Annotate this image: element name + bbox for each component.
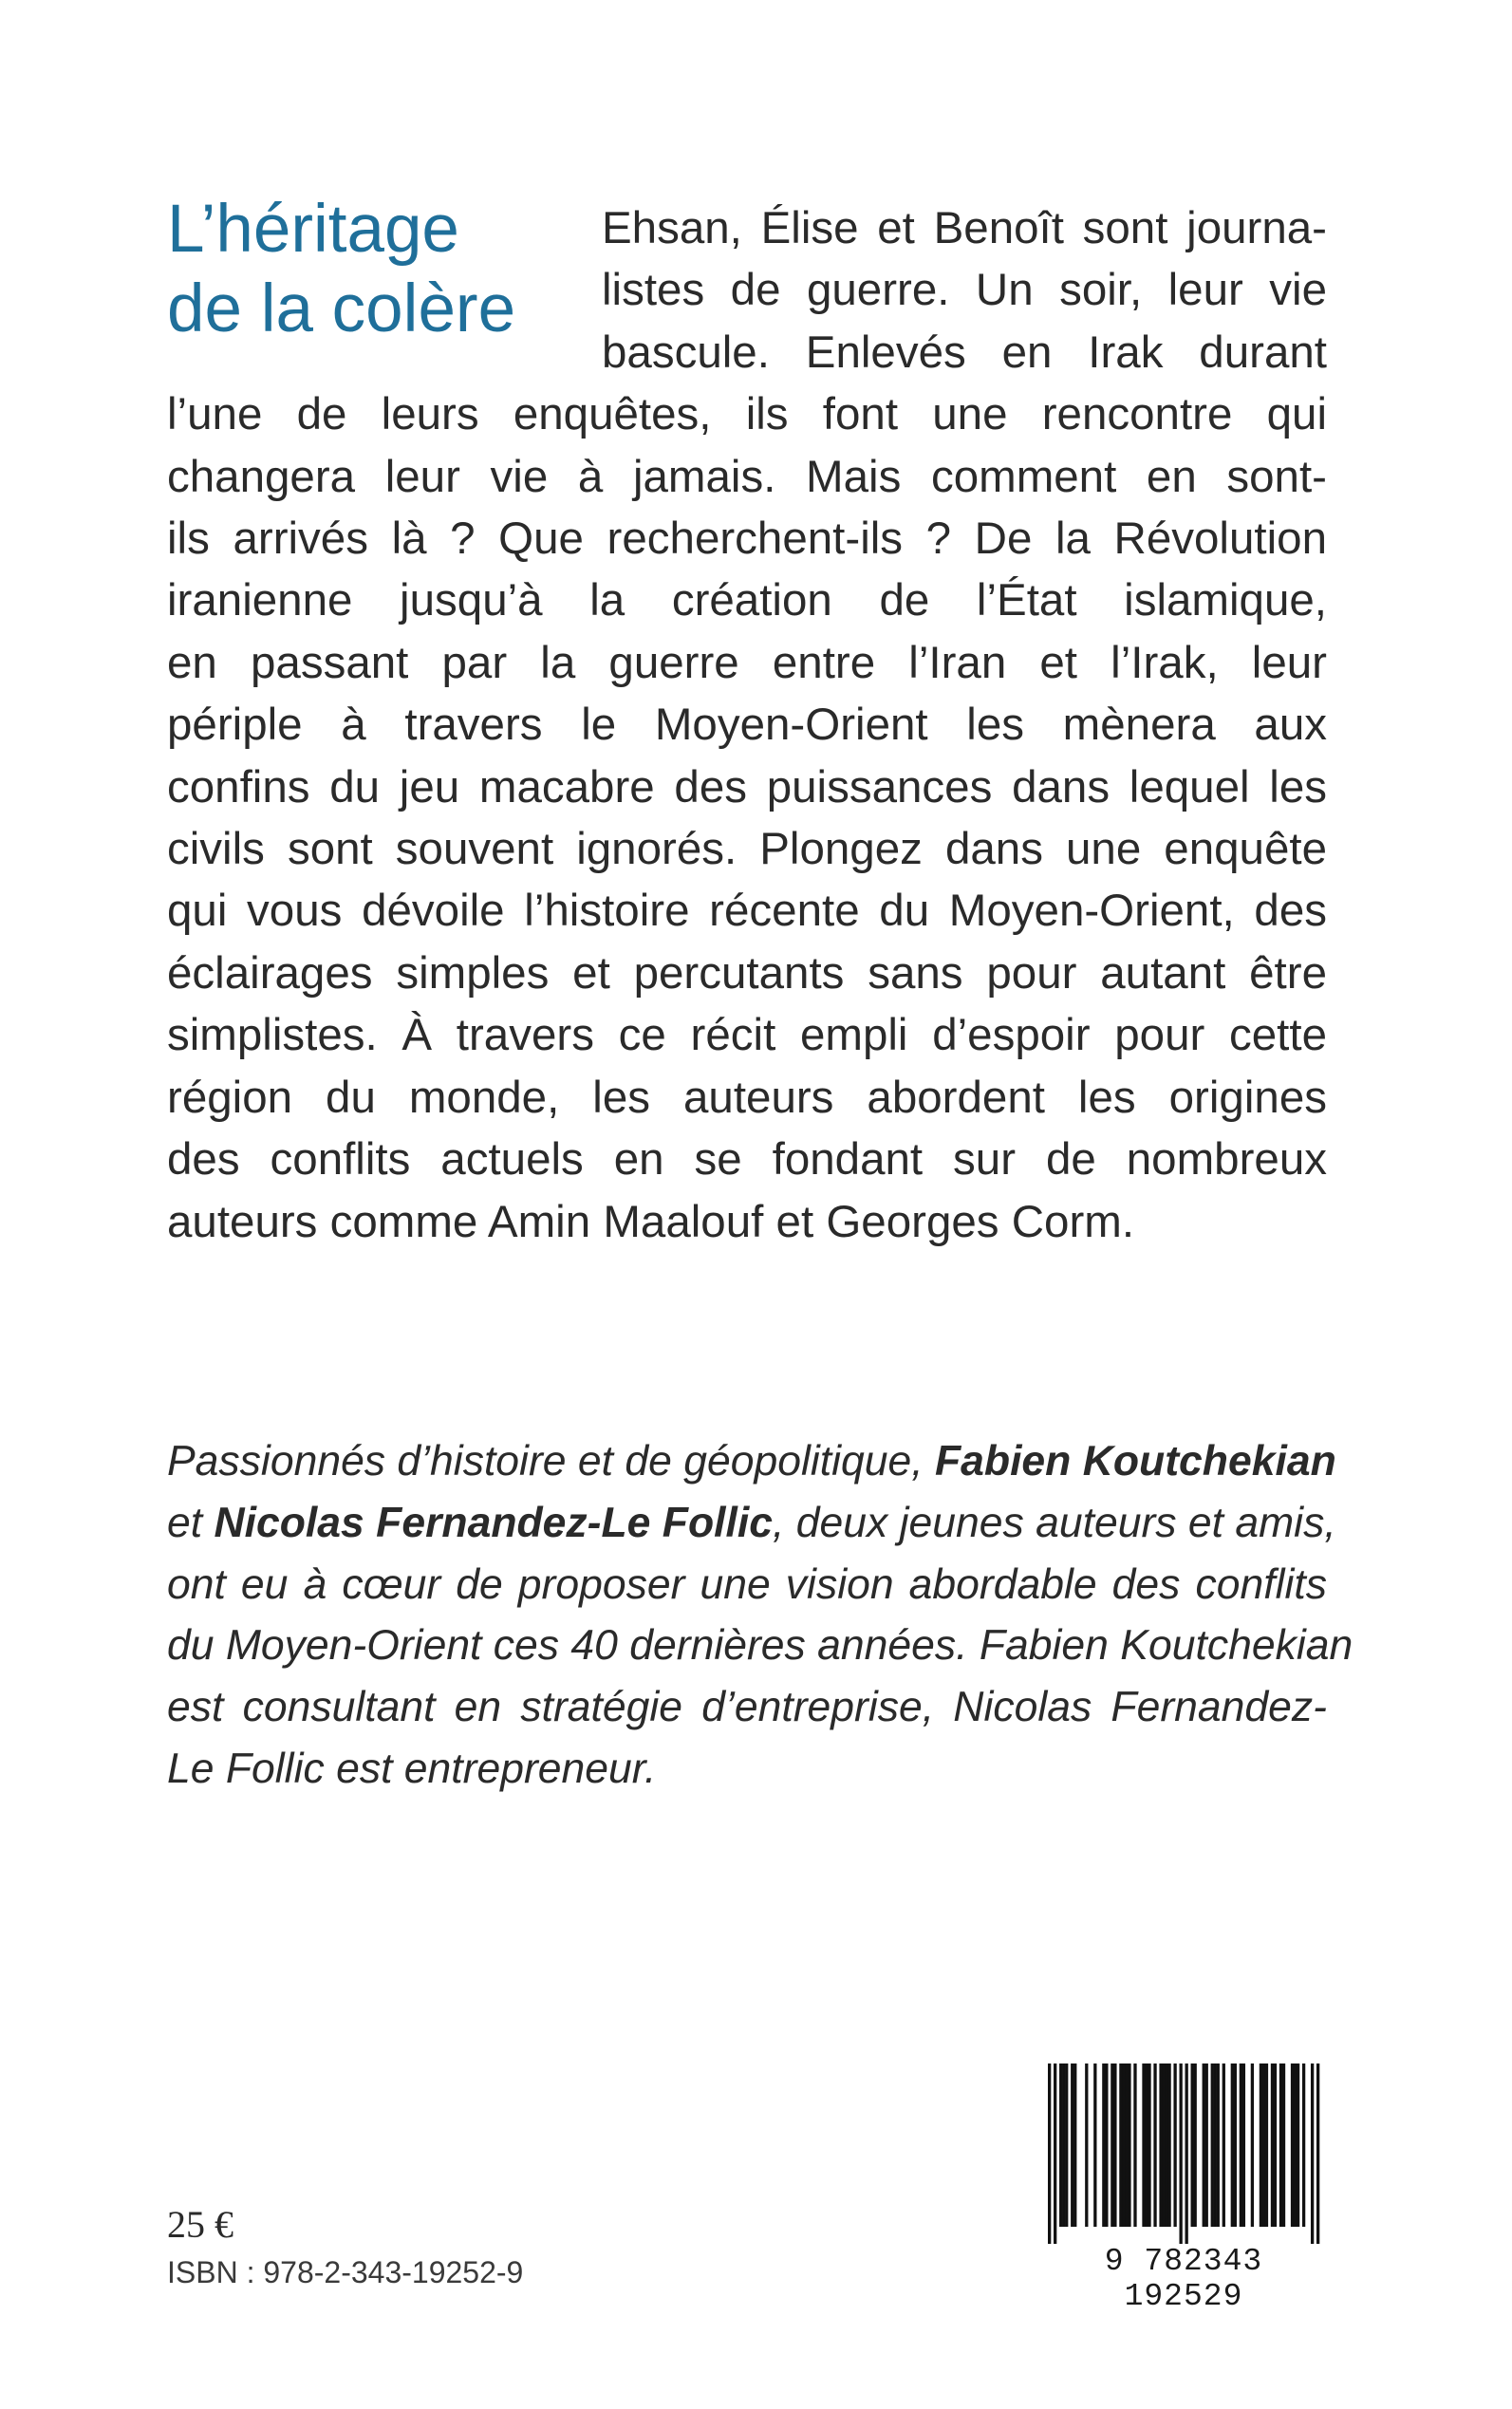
summary-line: iranienne jusqu’à la création de l’État islamique, [167, 575, 1327, 626]
barcode-bar [1294, 2064, 1297, 2227]
barcode-bar [1073, 2064, 1076, 2227]
barcode-bar [1251, 2064, 1254, 2227]
barcode-bar [1153, 2064, 1156, 2227]
bio-text: Passionnés d’histoire et de géopolitique, [167, 1438, 935, 1485]
author-name: Nicolas Fernandez-Le Follic [214, 1499, 774, 1546]
summary-line: auteurs comme Amin Maalouf et Georges Corm. [167, 1196, 1135, 1247]
barcode-bar [1059, 2064, 1062, 2227]
barcode-bar [1093, 2064, 1096, 2227]
barcode-bar [1194, 2064, 1197, 2227]
barcode-bar [1119, 2064, 1122, 2227]
summary-line: listes de guerre. Un soir, leur vie [602, 265, 1327, 316]
barcode-bar [1065, 2064, 1068, 2227]
barcode-bar [1274, 2064, 1277, 2227]
summary-line: bascule. Enlevés en Irak durant [602, 327, 1327, 378]
barcode-bar [1214, 2064, 1217, 2227]
summary-line: simplistes. À travers ce récit empli d’espoir pour cette [167, 1010, 1327, 1061]
bio-line: du Moyen-Orient ces 40 dernières années. Fabien Koutchekian [167, 1622, 1353, 1670]
barcode-bars [1037, 2064, 1330, 2244]
barcode-bar [1148, 2064, 1150, 2227]
summary-line: ils arrivés là ? Que recherchent-ils ? De la Révolution [167, 514, 1327, 565]
barcode [1037, 2064, 1330, 2314]
barcode-bar [1260, 2064, 1262, 2227]
barcode-bar [1191, 2064, 1194, 2227]
barcode-bar [1231, 2064, 1234, 2227]
bio-text: et [167, 1499, 215, 1546]
barcode-guard-bar [1311, 2064, 1314, 2244]
barcode-bar [1142, 2064, 1145, 2227]
bio-line [167, 1431, 1336, 1493]
barcode-bar [1302, 2064, 1305, 2227]
summary-line: périple à travers le Moyen-Orient les mènera aux [167, 700, 1327, 751]
author-name: Fabien Koutchekian [934, 1438, 1336, 1485]
bio-line: Le Follic est entrepreneur. [167, 1745, 657, 1792]
barcode-bar [1062, 2064, 1065, 2227]
summary-line: région du monde, les auteurs abordent les origines [167, 1072, 1327, 1123]
price: 25 € [167, 2203, 233, 2246]
barcode-bar [1159, 2064, 1162, 2227]
bio-line: ont eu à cœur de proposer une vision abordable des conflits [167, 1560, 1327, 1608]
summary-line: l’une de leurs enquêtes, ils font une rencontre qui [167, 389, 1327, 440]
barcode-bar [1279, 2064, 1282, 2227]
barcode-bar [1223, 2064, 1225, 2227]
title-line-2: de la colère [167, 271, 516, 346]
barcode-bar [1122, 2064, 1125, 2227]
barcode-bar [1128, 2064, 1130, 2227]
barcode-bar [1271, 2064, 1274, 2227]
bio-text: , deux jeunes auteurs et amis, [773, 1499, 1336, 1546]
summary-line: des conflits actuels en se fondant sur de nombreux [167, 1134, 1327, 1186]
barcode-bar [1113, 2064, 1116, 2227]
barcode-bar [1105, 2064, 1108, 2227]
title-line-1: L’héritage [167, 192, 459, 267]
barcode-bar [1265, 2064, 1268, 2227]
barcode-bar [1165, 2064, 1167, 2227]
summary-line: confins du jeu macabre des puissances dans lequel les [167, 761, 1327, 812]
book-summary [167, 197, 1327, 1253]
barcode-bar [1173, 2064, 1176, 2227]
summary-line: changera leur vie à jamais. Mais comment en sont- [167, 451, 1327, 502]
barcode-guard-bar [1185, 2064, 1188, 2244]
barcode-bar [1291, 2064, 1294, 2227]
barcode-bar [1203, 2064, 1205, 2227]
summary-line: Ehsan, Élise et Benoît sont journa- [602, 203, 1327, 253]
barcode-guard-bar [1179, 2064, 1182, 2244]
summary-line: éclairages simples et percutants sans pour autant être [167, 947, 1327, 999]
summary-line: en passant par la guerre entre l’Iran et l’Irak, leur [167, 637, 1327, 688]
barcode-guard-bar [1316, 2064, 1319, 2244]
bio-line: est consultant en stratégie d’entreprise, Nicolas Fernandez- [167, 1684, 1327, 1731]
barcode-bar [1085, 2064, 1088, 2227]
barcode-bar [1217, 2064, 1220, 2227]
barcode-bar [1282, 2064, 1285, 2227]
barcode-bar [1234, 2064, 1237, 2227]
isbn: ISBN : 978-2-343-19252-9 [167, 2255, 524, 2289]
summary-line: qui vous dévoile l’histoire récente du Moyen-Orient, des [167, 886, 1327, 937]
barcode-digits: 9 782343 192529 [1104, 2244, 1263, 2314]
barcode-bar [1102, 2064, 1105, 2227]
barcode-bar [1162, 2064, 1165, 2227]
barcode-bar [1211, 2064, 1214, 2227]
barcode-guard-bar [1048, 2064, 1051, 2244]
barcode-bar [1205, 2064, 1208, 2227]
barcode-bar [1297, 2064, 1299, 2227]
bio-line [167, 1493, 1336, 1555]
barcode-guard-bar [1054, 2064, 1056, 2244]
barcode-bar [1240, 2064, 1242, 2227]
barcode-bar [1071, 2064, 1073, 2227]
summary-line: civils sont souvent ignorés. Plongez dans une enquête [167, 824, 1327, 875]
barcode-bar [1133, 2064, 1136, 2227]
barcode-bar [1167, 2064, 1170, 2227]
barcode-bar [1262, 2064, 1265, 2227]
barcode-bar [1111, 2064, 1113, 2227]
barcode-bar [1125, 2064, 1128, 2227]
author-bio [167, 1431, 1353, 1801]
barcode-bar [1242, 2064, 1245, 2227]
barcode-bar [1145, 2064, 1148, 2227]
